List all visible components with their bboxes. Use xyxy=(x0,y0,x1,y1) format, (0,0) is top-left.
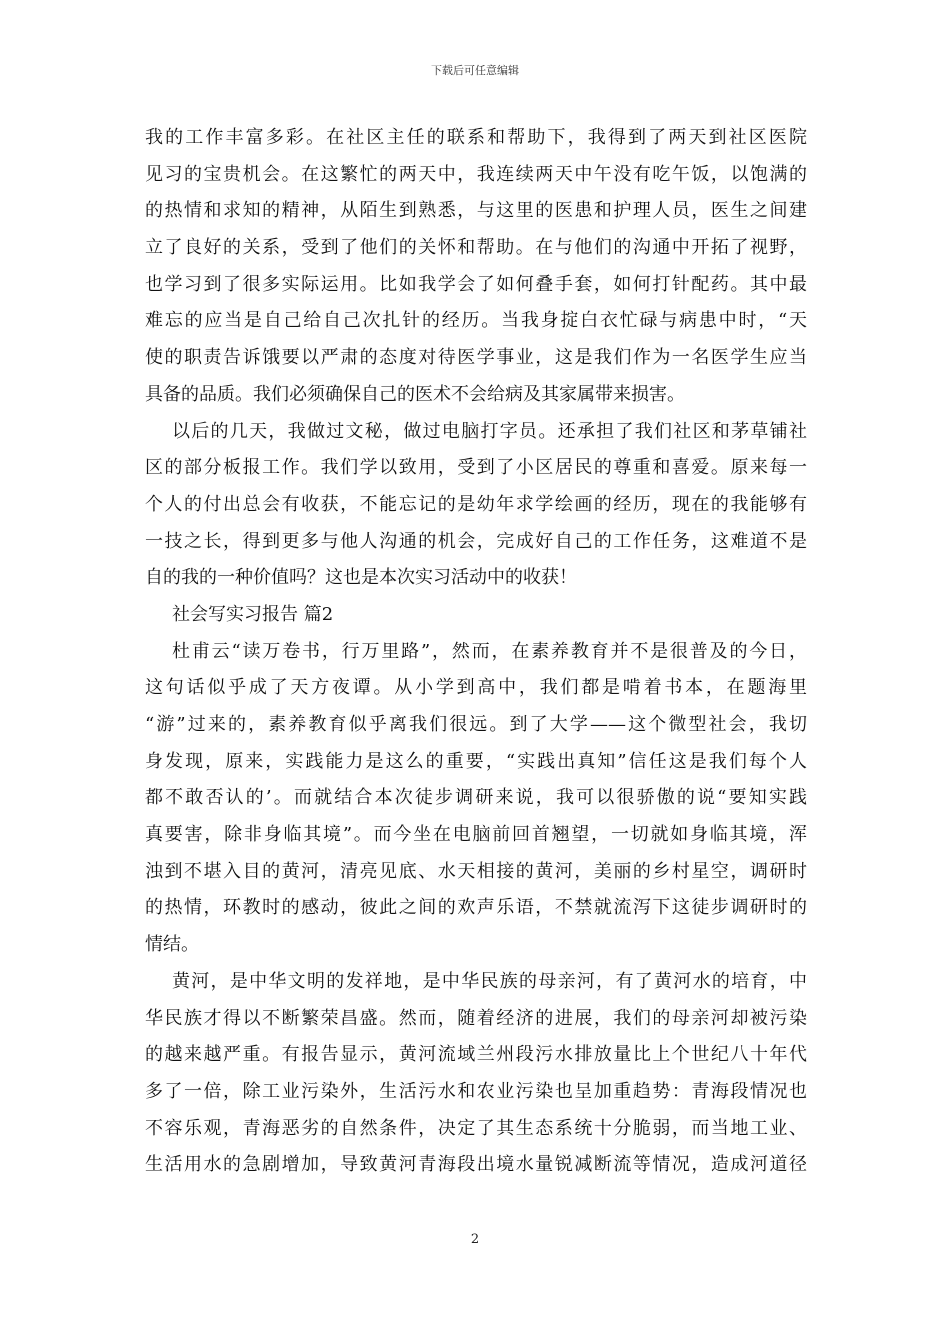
document-body xyxy=(145,120,807,1184)
page-header: 下载后可任意编辑 xyxy=(431,64,519,77)
text-line: 难忘的应当是自己给自己次扎针的经历。当我身掟白衣忙碌与病患中时，“天 xyxy=(145,310,807,332)
text-line: 身发现，原来，实践能力是这么的重要，“实践出真知”信任这是我们每个人 xyxy=(145,750,807,772)
text-line: 生活用水的急剧增加，导致黄河青海段出境水量锐减断流等情况，造成河道径 xyxy=(145,1154,807,1176)
text-line: 也学习到了很多实际运用。比如我学会了如何叠手套，如何打针配药。其中最 xyxy=(145,273,807,295)
text-line: 华民族才得以不断繁荣昌盛。然而，随着经济的进展，我们的母亲河却被污染 xyxy=(145,1007,807,1029)
paragraph-first-line: 以后的几天，我做过文秘，做过电脑打字员。还承担了我们社区和茅草铺社 xyxy=(172,420,807,442)
text-line: 我的工作丰富多彩。在社区主任的联系和帮助下，我得到了两天到社区医院 xyxy=(145,127,807,148)
text-line: 的越来越严重。有报告显示，黄河流域兰州段污水排放量比上个世纪八十年代 xyxy=(145,1044,807,1066)
text-line: 立了良好的关系，受到了他们的关怀和帮助。在与他们的沟通中开拓了视野， xyxy=(145,237,807,259)
text-line: 使的职责告诉饿要以严肃的态度对待医学事业，这是我们作为一名医学生应当 xyxy=(145,347,807,369)
text-line: “游”过来的，素养教育似乎离我们很远。到了大学——这个微型社会，我切 xyxy=(145,714,807,735)
text-line: 不容乐观，青海恶劣的自然条件，决定了其生态系统十分脆弱，而当地工业、 xyxy=(145,1117,807,1139)
text-line: 的热情和求知的精神，从陌生到熟悉，与这里的医患和护理人员，医生之间建 xyxy=(145,200,807,222)
text-line: 真要害，除非身临其境”。而今坐在电脑前回首翘望，一切就如身临其境，浑 xyxy=(145,824,807,846)
text-line: 这句话似乎成了天方夜谭。从小学到高中，我们都是啃着书本，在题海里 xyxy=(145,677,807,699)
page-number: 2 xyxy=(470,1232,480,1247)
text-line: 浊到不堪入目的黄河，清亮见底、水天相接的黄河，美丽的乡村星空，调研时 xyxy=(145,860,807,882)
paragraph-first-line: 杜甫云“读万卷书，行万里路”，然而，在素养教育并不是很普及的今日， xyxy=(172,640,807,662)
text-line: 多了一倍，除工业污染外，生活污水和农业污染也呈加重趋势：青海段情况也 xyxy=(145,1080,807,1102)
text-line: 个人的付出总会有收获，不能忘记的是幼年求学绘画的经历，现在的我能够有 xyxy=(145,493,807,515)
text-line: 情结。 xyxy=(145,934,199,956)
text-line: 的热情，环教时的感动，彼此之间的欢声乐语，不禁就流泻下这徒步调研时的 xyxy=(145,897,807,919)
text-line: 自的我的一种价值吗？这也是本次实习活动中的收获！ xyxy=(145,567,577,589)
paragraph-first-line: 黄河，是中华文明的发祥地，是中华民族的母亲河，有了黄河水的培育，中 xyxy=(172,970,807,992)
text-line: 区的部分板报工作。我们学以致用，受到了小区居民的尊重和喜爱。原来每一 xyxy=(145,457,807,479)
text-line: 具备的品质。我们必须确保自己的医术不会给病及其家属带来损害。 xyxy=(145,383,685,405)
text-line: 见习的宝贵机会。在这繁忙的两天中，我连续两天中午没有吃午饭，以饱满的 xyxy=(145,163,807,185)
section-heading: 社会写实习报告 篇2 xyxy=(172,603,334,625)
text-line: 一技之长，得到更多与他人沟通的机会，完成好自己的工作任务，这难道不是 xyxy=(145,530,807,552)
text-line: 都不敢否认的’。而就结合本次徒步调研来说，我可以很骄傲的说“要知实践 xyxy=(145,787,807,809)
